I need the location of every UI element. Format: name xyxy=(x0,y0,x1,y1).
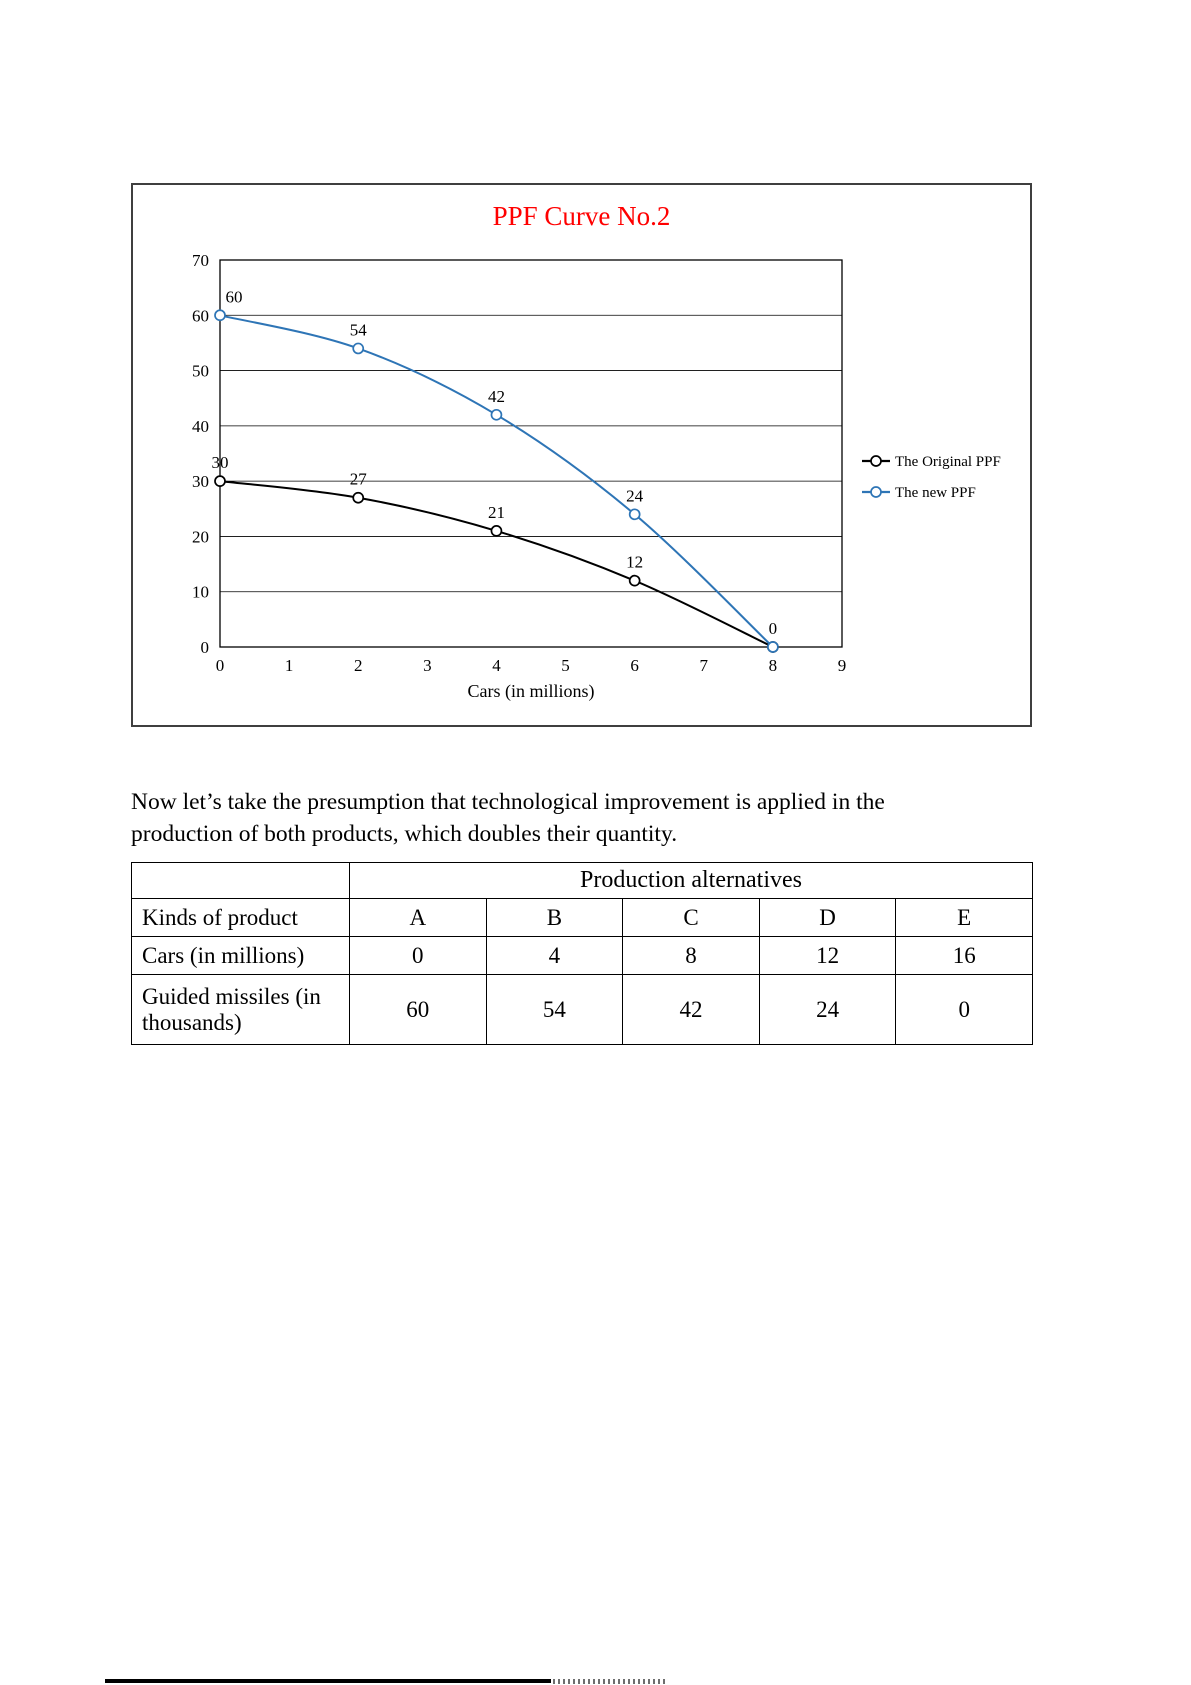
svg-text:10: 10 xyxy=(192,582,209,602)
production-alternatives-table xyxy=(131,862,1033,1045)
paragraph-line-1: Now let’s take the presumption that technological improvement is applied in the xyxy=(131,789,885,815)
page-bottom-cropped-text-fragment xyxy=(553,1679,667,1684)
svg-text:20: 20 xyxy=(192,527,209,547)
missiles-value-e: 0 xyxy=(896,975,1033,1045)
chart-title: PPF Curve No.2 xyxy=(492,201,671,231)
page-bottom-cropped-bar xyxy=(105,1679,551,1683)
svg-text:8: 8 xyxy=(768,656,778,675)
cars-value-e: 16 xyxy=(896,937,1033,975)
col-header-e: E xyxy=(896,899,1033,937)
svg-text:1: 1 xyxy=(284,656,294,675)
svg-text:30: 30 xyxy=(192,472,209,492)
body-paragraph xyxy=(131,786,1031,851)
svg-text:30: 30 xyxy=(211,453,229,473)
col-header-b: B xyxy=(486,899,623,937)
table-row xyxy=(132,899,1033,937)
row-label-cars: Cars (in millions) xyxy=(132,937,350,975)
svg-text:6: 6 xyxy=(630,656,639,675)
svg-text:5: 5 xyxy=(561,656,570,675)
svg-text:The Original PPF: The Original PPF xyxy=(895,454,1001,470)
svg-text:0: 0 xyxy=(215,656,225,675)
svg-text:Cars (in millions): Cars (in millions) xyxy=(467,681,595,701)
row-label-missiles: Guided missiles (in thousands) xyxy=(132,975,350,1045)
row-label-kinds: Kinds of product xyxy=(132,899,350,937)
svg-text:3: 3 xyxy=(423,656,432,675)
svg-text:70: 70 xyxy=(192,251,209,270)
missiles-value-d: 24 xyxy=(759,975,896,1045)
svg-text:60: 60 xyxy=(192,306,209,326)
svg-text:2: 2 xyxy=(353,656,363,675)
svg-text:The new PPF: The new PPF xyxy=(895,485,976,501)
svg-text:7: 7 xyxy=(699,656,709,675)
cars-value-c: 8 xyxy=(623,937,760,975)
col-header-a: A xyxy=(350,899,487,937)
col-header-d: D xyxy=(759,899,896,937)
svg-text:40: 40 xyxy=(192,416,209,436)
cars-value-a: 0 xyxy=(350,937,487,975)
svg-text:54: 54 xyxy=(349,320,367,340)
col-header-c: C xyxy=(623,899,760,937)
svg-text:27: 27 xyxy=(349,469,367,489)
svg-text:9: 9 xyxy=(837,656,847,675)
svg-text:24: 24 xyxy=(626,486,644,506)
empty-corner-cell xyxy=(132,863,350,899)
table-row xyxy=(132,937,1033,975)
svg-text:60: 60 xyxy=(225,287,243,307)
table-merged-header: Production alternatives xyxy=(350,863,1033,899)
missiles-value-c: 42 xyxy=(623,975,760,1045)
svg-text:50: 50 xyxy=(192,361,209,381)
ppf-chart xyxy=(131,183,1032,727)
svg-text:42: 42 xyxy=(487,386,505,406)
svg-text:0: 0 xyxy=(768,619,778,638)
svg-text:0: 0 xyxy=(200,638,209,657)
missiles-value-a: 60 xyxy=(350,975,487,1045)
svg-text:4: 4 xyxy=(492,656,501,675)
table-row xyxy=(132,975,1033,1045)
ppf-chart-canvas xyxy=(133,185,1030,725)
missiles-value-b: 54 xyxy=(486,975,623,1045)
svg-text:21: 21 xyxy=(487,502,505,522)
cars-value-b: 4 xyxy=(486,937,623,975)
paragraph-line-2: production of both products, which doubles their quantity. xyxy=(131,821,678,848)
svg-text:12: 12 xyxy=(626,552,644,572)
cars-value-d: 12 xyxy=(759,937,896,975)
